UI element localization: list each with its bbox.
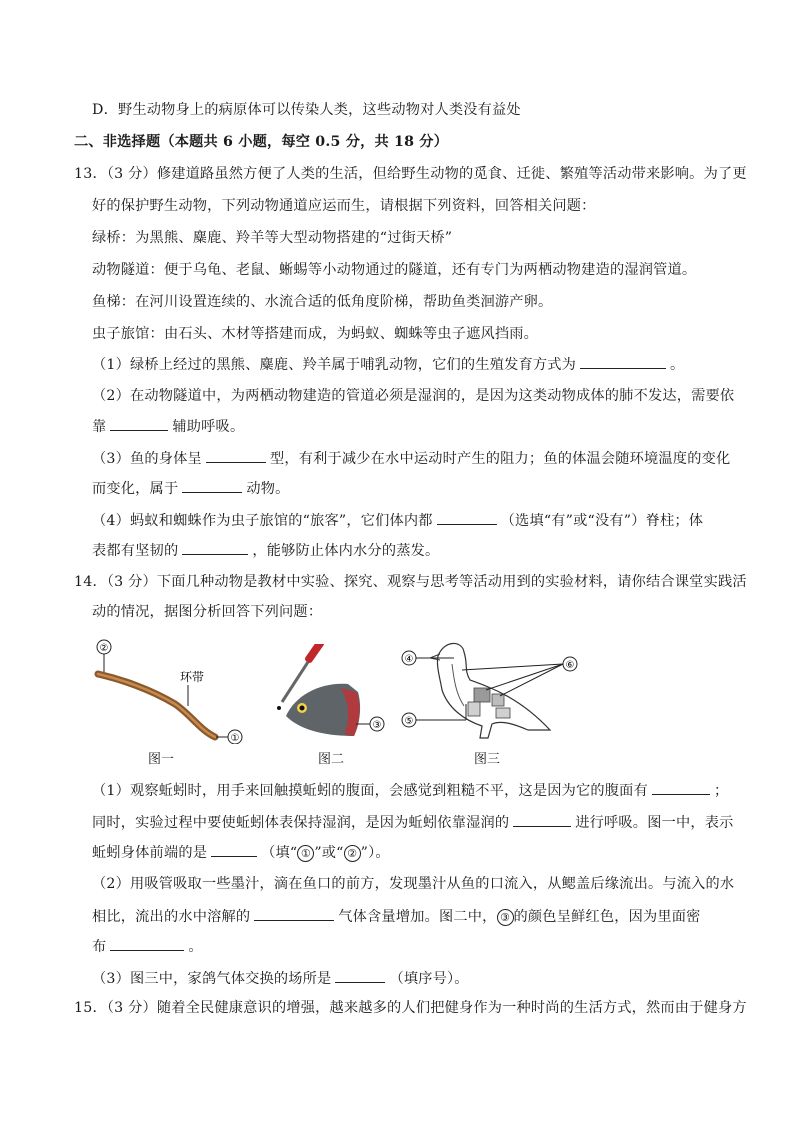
figure-earthworm	[90, 634, 250, 744]
q13-sub4b	[92, 540, 439, 561]
figure-fish-head	[270, 644, 390, 744]
q13-sub4b-pre: 表都有坚韧的	[92, 543, 179, 559]
q14-sub1c-pre: 蚯蚓身体前端的是	[92, 845, 208, 861]
q13-sub2b-pre: 靠	[92, 419, 107, 435]
mark-4: ④	[404, 654, 414, 665]
q14-sub3-post: （填序号）。	[389, 971, 469, 987]
q13-sub3a-pre: （3）鱼的身体呈	[92, 451, 202, 467]
q13-sub3b-post: 动物。	[246, 481, 290, 497]
q14-sub1b	[92, 812, 734, 833]
mark-5: ⑤	[404, 716, 414, 727]
q14-sub2b-mid: 气体含量增加。图二中，	[338, 909, 497, 925]
q13-sub3a-post: 型，有利于减少在水中运动时产生的阻力；鱼的体温会随环境温度的变化	[269, 451, 731, 467]
q14-sub3-pre: （3）图三中，家鸽气体交换的场所是	[92, 971, 332, 987]
q14-sub1a-pre: （1）观察蚯蚓时，用手来回触摸蚯蚓的腹面，会感觉到粗糙不平，这是因为它的腹面有	[92, 783, 648, 799]
mark-3: ③	[372, 720, 382, 731]
q14-sub1c-post1: （填“	[261, 845, 298, 861]
q13-line2: 好的保护野生动物，下列动物通道应运而生，请根据下列资料，回答相关问题：	[92, 198, 596, 214]
section-heading: 二、非选择题（本题共 6 小题，每空 0.5 分，共 18 分）	[74, 134, 449, 150]
q13-sub1	[92, 354, 684, 375]
q14-sub2a: （2）用吸管吸取一些墨汁，滴在鱼口的前方，发现墨汁从鱼的口流入，从鳃盖后缘流出。与流入的水	[92, 876, 735, 892]
q13-sub1-text: （1）绿桥上经过的黑熊、麋鹿、羚羊属于哺乳动物，它们的生殖发育方式为	[92, 357, 577, 373]
answer-blank[interactable]	[206, 448, 266, 463]
q14-sub1b-post: 进行呼吸。图一中，表示	[575, 815, 734, 831]
q13-sub2b-post: 辅助呼吸。	[172, 419, 245, 435]
figure-pigeon	[400, 634, 580, 746]
q13-material4: 虫子旅馆：由石头、木材等搭建而成，为蚂蚁、蜘蛛等虫子遮风挡雨。	[92, 326, 539, 342]
answer-blank[interactable]	[110, 936, 184, 951]
q14-sub2b-pre: 相比，流出的水中溶解的	[92, 909, 251, 925]
q13-material1: 绿桥：为黑熊、麋鹿、羚羊等大型动物搭建的“过街天桥”	[92, 230, 453, 246]
answer-blank[interactable]	[211, 842, 257, 857]
q13-sub4a-pre: （4）蚂蚁和蜘蛛作为虫子旅馆的“旅客”，它们体内都	[92, 513, 433, 529]
q14-sub2b-post: 的颜色呈鲜红色，因为里面密	[513, 909, 701, 925]
fig3-caption: 图三	[474, 752, 501, 767]
answer-blank[interactable]	[182, 540, 248, 555]
q14-sub2b	[92, 906, 701, 927]
mark-2: ②	[99, 643, 109, 654]
q13-material3: 鱼梯：在河川设置连续的、水流合适的低角度阶梯，帮助鱼类洄游产卵。	[92, 294, 553, 310]
answer-blank[interactable]	[254, 906, 334, 921]
q13-material2: 动物隧道：便于乌龟、老鼠、蜥蜴等小动物通过的隧道，还有专门为两栖动物建造的湿润管道。	[92, 262, 697, 278]
answer-blank[interactable]	[513, 812, 571, 827]
answer-blank[interactable]	[437, 510, 497, 525]
q13-sub2a: （2）在动物隧道中，为两栖动物建造的管道必须是湿润的，是因为这类动物成体的肺不发达，需要依	[92, 388, 735, 404]
q14-sub3	[92, 968, 469, 989]
q14-sub2c-post: 。	[188, 939, 203, 955]
q13-sub4a	[92, 510, 703, 531]
answer-blank[interactable]	[580, 354, 666, 369]
fig1-caption: 图一	[148, 752, 175, 767]
q13-sub4a-post: （选填“有”或“没有”）脊柱；体	[500, 513, 704, 529]
q14-sub1c-mid: ”或“	[314, 845, 344, 861]
q14-line1: 14．（3 分）下面几种动物是教材中实验、探究、观察与思考等活动用到的实验材料，请你结合课堂实践活	[74, 574, 747, 590]
q14-sub1c	[92, 842, 390, 863]
band-label: 环带	[180, 670, 205, 684]
q13-sub3b-pre: 而变化，属于	[92, 481, 179, 497]
q13-sub2b	[92, 416, 244, 437]
mark-6: ⑥	[565, 660, 575, 671]
mark-3-inline: ③	[497, 909, 514, 926]
q14-sub1b-pre: 同时，实验过程中要使蚯蚓体表保持湿润，是因为蚯蚓依靠湿润的	[92, 815, 510, 831]
q13-sub3b	[92, 478, 290, 499]
mark-2-inline: ②	[344, 845, 361, 862]
q14-sub2c-pre: 布	[92, 939, 107, 955]
q14-sub1c-post2: ”）。	[360, 845, 390, 861]
answer-blank[interactable]	[335, 968, 385, 983]
q13-sub3a	[92, 448, 730, 469]
answer-blank[interactable]	[110, 416, 168, 431]
q14-sub2c	[92, 936, 203, 957]
answer-blank[interactable]	[182, 478, 242, 493]
q14-sub1a-post: ；	[713, 783, 729, 799]
fig2-caption: 图二	[318, 752, 345, 767]
q13-line1: 13．（3 分）修建道路虽然方便了人类的生活，但给野生动物的觅食、迁徙、繁殖等活动带来影响。为了更	[74, 166, 747, 182]
answer-blank[interactable]	[652, 780, 710, 795]
option-d: D．野生动物身上的病原体可以传染人类，这些动物对人类没有益处	[92, 102, 521, 118]
q15-line1: 15．（3 分）随着全民健康意识的增强，越来越多的人们把健身作为一种时尚的生活方式，然而由于健身方	[74, 1000, 747, 1016]
q13-sub1-end: 。	[670, 357, 685, 373]
q14-sub1a	[92, 780, 728, 801]
q13-sub4b-post: ，能够防止体内水分的蒸发。	[252, 543, 440, 559]
mark-1-inline: ①	[297, 845, 314, 862]
mark-1: ①	[230, 733, 240, 744]
q14-line2: 动的情况，据图分析回答下列问题：	[92, 604, 323, 620]
